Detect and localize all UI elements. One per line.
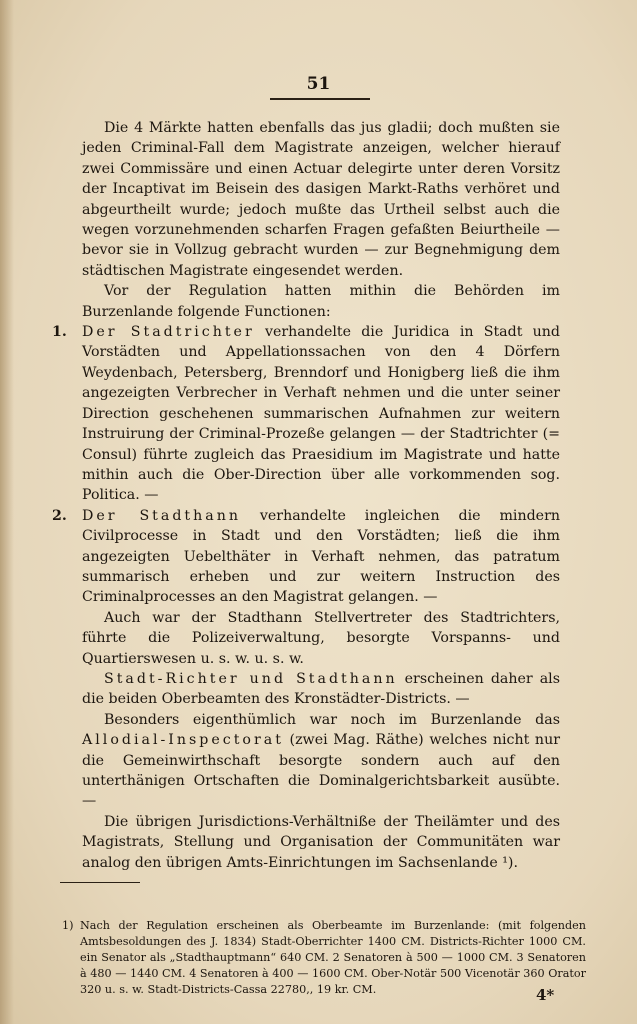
paragraph-text: (zwei Mag. Räthe) welches nicht nur die Gemeinwirthschaft besorgte sondern auch auf den unterthänigen Ortschaften die Dominalgerichtsbarkeit ausübte. — (82, 732, 560, 810)
page-number: 51 (306, 74, 331, 94)
spaced-term-stadthann: Der Stadthann (82, 507, 241, 524)
spaced-term-allodial: Allodial-Inspectorat (82, 732, 284, 749)
list-item-stadthann (52, 506, 560, 608)
list-item-stadtrichter (52, 322, 560, 506)
page-edge-shadow (0, 0, 14, 1024)
header-rule (270, 98, 370, 100)
paragraph-text: erscheinen daher als die beiden Oberbeamten des Kronstädter-Districts. — (82, 670, 560, 708)
body-text (52, 118, 560, 873)
paragraph-maerkte: Die 4 Märkte hatten ebenfalls das jus gladii; doch mußten sie jeden Criminal-Fall dem Magistrate anzeigen, welcher hierauf zwei Commissäre und einen Actuar delegirte unter deren Vorsitz der Incaptivat im Beisein des dasigen Markt-Raths verhöret und abgeurtheilt wurde; jedoch mußte das Urtheil selbst auch die wegen vorzunehmenden scharfen Fragen gefaßten Beiurtheile — bevor sie in Vollzug gebracht wurden — zur Begnehmigung dem städtischen Magistrate eingesendet werden. (82, 120, 560, 279)
footnote-rule (60, 882, 140, 883)
paragraph-allodial (82, 710, 560, 812)
footnote (62, 918, 586, 998)
paragraph-stellvertreter: Auch war der Stadthann Stellvertreter des Stadtrichters, führte die Polizeiverwaltung, besorgte Vorspanns- und Quartierswesen u. s. w. u. s. w. (82, 609, 560, 667)
paragraph-text: Besonders eigenthümlich war noch im Burzenlande das (104, 711, 560, 728)
footnote-number: 1) (62, 919, 74, 932)
spaced-term-stadtrichter: Der Stadtrichter (82, 324, 255, 341)
paragraph-functionen: Vor der Regulation hatten mithin die Behörden im Burzenlande folgende Functionen: (82, 283, 560, 320)
list-item-text: verhandelte die Juridica in Stadt und Vorstädten und Appellationssachen von den 4 Dörfern Weydenbach, Petersberg, Brenndorf und Honigberg ließ die ihm angezeigten Verbrecher in Verhaft nehmen und die unter seiner Direction geschehenen summarischen Aufnahmen zur weitern Instruirung der Criminal-Prozeße gelangen — der Stadtrichter (= Consul) führte zugleich das Praesidium im Magistrate und hatte mithin auch die Ober-Direction über alle vorkommenden sog. Politica. — (82, 324, 560, 504)
spaced-term-oberbeamten: Stadt-Richter und Stadthann (104, 670, 398, 687)
footnote-text: Nach der Regulation erscheinen als Oberbeamte im Burzenlande: (mit folgenden Amtsbesoldungen des J. 1834) Stadt-Oberrichter 1400 CM. Districts-Richter 1000 CM. ein Senator als „Stadthauptmann“ 640 CM. 2 Senatoren à 500 — 1000 CM. 3 Senatoren à 480 — 1440 CM. 4 Senatoren à 400 — 1600 CM. Ober-Notär 500 Vicenotär 360 Orator 320 u. s. w. Stadt-Districts-Cassa 22780,, 19 kr. CM. (80, 919, 586, 996)
list-item-text: verhandelte ingleichen die mindern Civilprocesse in Stadt und den Vorstädten; ließ die ihm angezeigten Uebelthäter in Verhaft nehmen, das patratum summarisch erheben und zur weitern Instruction des Criminalprocesses an den Magistrat gelangen. — (82, 507, 560, 606)
list-item-number: 2. (52, 507, 67, 524)
paragraph-oberbeamten (82, 669, 560, 710)
list-item-number: 1. (52, 324, 67, 341)
signature-mark: 4* (536, 986, 555, 1004)
paragraph-jurisdictions: Die übrigen Jurisdictions-Verhältniße der Theilämter und des Magistrats, Stellung und Organisation der Communitäten war analog den übrigen Amts-Einrichtungen im Sachsenlande ¹). (82, 813, 560, 871)
